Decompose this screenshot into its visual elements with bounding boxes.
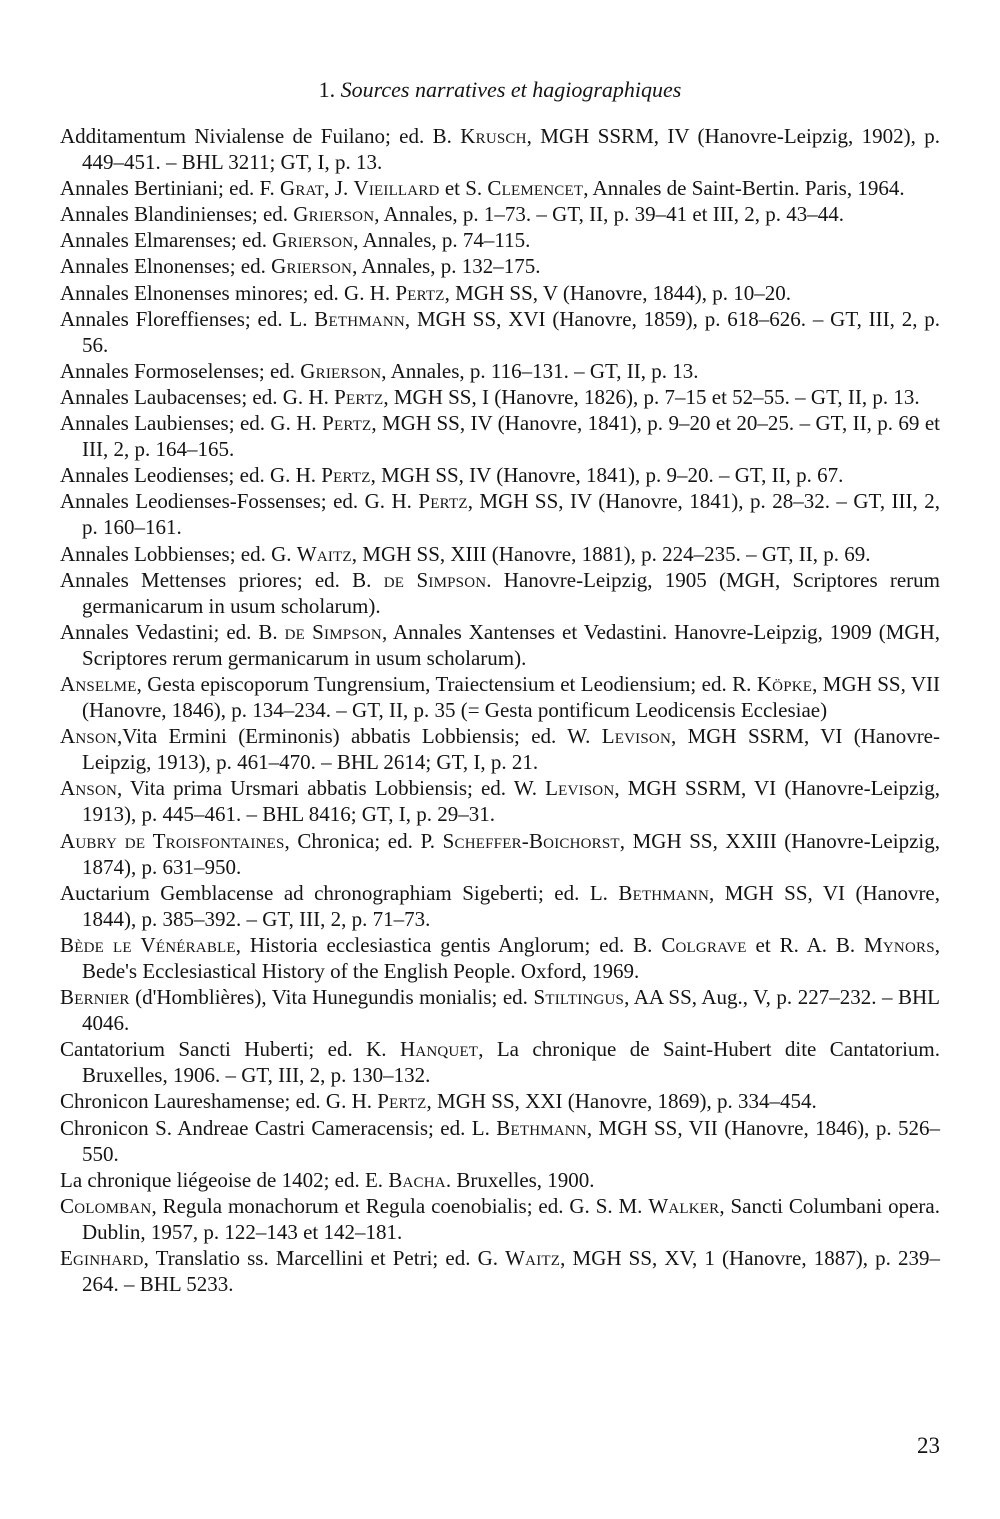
bibliography-entry — [60, 227, 940, 253]
entry-text: , MGH SS, XVI (Hanovre, 1859), p. 618–626. – GT, III, 2, p. 56. — [82, 306, 940, 357]
author-name: Stiltingus — [533, 985, 625, 1010]
entry-text: Annales Vedastini; ed. B. — [60, 619, 285, 644]
entry-text: Annales Elnonenses; ed. — [60, 254, 272, 279]
bibliography-entry — [60, 880, 940, 932]
author-name: Anson — [60, 776, 118, 801]
author-name: de Simpson — [383, 567, 487, 592]
author-name: Scheffer-Boichorst — [442, 828, 620, 853]
bibliography-entry — [60, 619, 940, 671]
entry-text: , MGH SS, V (Hanovre, 1844), p. 10–20. — [444, 280, 791, 305]
bibliography-entry — [60, 932, 940, 984]
entry-text: Annales Laubacenses; ed. G. H. — [60, 384, 335, 409]
entry-text: , Annales, p. 74–115. — [353, 228, 531, 253]
author-name: Bethmann — [618, 880, 709, 905]
bibliography-entry — [60, 775, 940, 827]
entry-text: Chronicon Laureshamense; ed. G. H. — [60, 1089, 378, 1114]
entry-text: Annales Laubienses; ed. G. H. — [60, 411, 323, 436]
author-name: Bacha — [388, 1167, 446, 1192]
entry-text: . Bruxelles, 1900. — [445, 1167, 595, 1192]
bibliography-entry — [60, 175, 940, 201]
section-number: 1. — [318, 77, 336, 102]
author-name: Eginhard — [60, 1246, 144, 1271]
entry-text: , Chronica; ed. P. — [284, 828, 443, 853]
entry-text: , Annales, p. 116–131. – GT, II, p. 13. — [381, 358, 699, 383]
entry-text: Annales Mettenses priores; ed. B. — [60, 567, 384, 592]
author-name: Grierson — [272, 228, 354, 253]
entry-text: , MGH SS, VII (Hanovre, 1846), p. 134–234. – GT, II, p. 35 (= Gesta pontificum Leodicensis Ecclesiae) — [82, 671, 940, 723]
bibliography-entry — [60, 1036, 940, 1088]
bibliography-entry — [60, 306, 940, 358]
bibliography-entry — [60, 253, 940, 279]
entry-text: et S. — [439, 176, 488, 201]
entry-text: Annales Leodienses-Fossenses; ed. G. H. — [60, 489, 419, 514]
author-name: Anson — [60, 724, 118, 749]
author-name: Clemencet — [487, 176, 584, 201]
entry-text: , MGH SS, XXIII (Hanovre-Leipzig, 1874), p. 631–950. — [82, 828, 940, 879]
entry-text: Annales Lobbienses; ed. G. — [60, 541, 297, 566]
entry-text: La chronique liégeoise de 1402; ed. E. — [60, 1167, 389, 1192]
entry-text: , MGH SS, IV (Hanovre, 1841), p. 28–32. – GT, III, 2, p. 160–161. — [82, 489, 940, 540]
bibliography-entry — [60, 828, 940, 880]
running-head — [0, 76, 1000, 104]
bibliography-entry — [60, 384, 940, 410]
entry-text: et R. A. B. — [746, 932, 865, 957]
entry-text: Auctarium Gemblacense ad chronographiam Sigeberti; ed. L. — [60, 880, 619, 905]
author-name: Colgrave — [661, 932, 747, 957]
author-name: Pertz — [334, 384, 384, 409]
entry-text: , Regula monachorum et Regula coenobialis; ed. G. S. M. — [151, 1193, 649, 1218]
entry-text: , MGH SS, I (Hanovre, 1826), p. 7–15 et 52–55. – GT, II, p. 13. — [383, 384, 920, 409]
bibliography-entry — [60, 358, 940, 384]
entry-text: , Annales, p. 132–175. — [352, 254, 541, 279]
entry-text: Annales Blandinienses; ed. — [60, 202, 294, 227]
entry-text: , Sancti Columbani opera. Dublin, 1957, p. 122–143 et 142–181. — [82, 1193, 940, 1244]
bibliography-entry — [60, 984, 940, 1036]
bibliography-entry — [60, 1115, 940, 1167]
entry-text: , MGH SSRM, IV (Hanovre-Leipzig, 1902), p. 449–451. – BHL 3211; GT, I, p. 13. — [82, 124, 940, 175]
entry-text: , La chronique de Saint-Hubert dite Cantatorium. Bruxelles, 1906. – GT, III, 2, p. 130–132. — [82, 1037, 940, 1088]
bibliography-entry — [60, 1193, 940, 1245]
entry-text: , Translatio ss. Marcellini et Petri; ed. G. — [143, 1246, 506, 1271]
entry-text: Annales Bertiniani; ed. F. — [60, 176, 280, 201]
author-name: Hanquet — [399, 1037, 479, 1062]
author-name: Krusch — [460, 124, 527, 148]
author-name: Aubry de Troisfontaines — [60, 828, 285, 853]
entry-text: , MGH SS, XXI (Hanovre, 1869), p. 334–454. — [426, 1089, 817, 1114]
author-name: Walker — [648, 1193, 720, 1218]
entry-text: ,Vita Ermini (Erminonis) abbatis Lobbiensis; ed. W. — [117, 724, 602, 749]
author-name: Bethmann — [314, 306, 405, 331]
entry-text: Annales Floreffienses; ed. L. — [60, 306, 315, 331]
entry-text: , AA SS, Aug., V, p. 227–232. – BHL 4046. — [82, 985, 940, 1036]
entry-text: , Annales de Saint-Bertin. Paris, 1964. — [583, 176, 905, 201]
bibliography-entry — [60, 723, 940, 775]
author-name: Mynors — [864, 932, 935, 957]
bibliography-entry — [60, 1245, 940, 1297]
entry-text: , MGH SS, IV (Hanovre, 1841), p. 9–20 et 20–25. – GT, II, p. 69 et III, 2, p. 164–165. — [82, 411, 940, 462]
entry-text: Additamentum Nivialense de Fuilano; ed. B. — [60, 124, 461, 148]
author-name: Anselme — [60, 671, 137, 696]
bibliography-entry — [60, 567, 940, 619]
bibliography-entry — [60, 671, 940, 723]
entry-text: Annales Elmarenses; ed. — [60, 228, 273, 253]
author-name: Waitz — [505, 1246, 561, 1271]
entry-text: , Vita prima Ursmari abbatis Lobbiensis; ed. W. — [117, 776, 546, 801]
entry-text: , Gesta episcoporum Tungrensium, Traiectensium et Leodiensium; ed. R. — [136, 671, 757, 696]
entry-text: , MGH SSRM, VI (Hanovre-Leipzig, 1913), p. 445–461. – BHL 8416; GT, I, p. 29–31. — [82, 776, 940, 827]
bibliography-entry — [60, 1088, 940, 1114]
entry-text: Chronicon S. Andreae Castri Cameracensis; ed. L. — [60, 1115, 497, 1140]
author-name: Bède le Vénérable — [60, 932, 236, 957]
entry-text: (d'Homblières), Vita Hunegundis monialis; ed. — [129, 985, 534, 1010]
entry-text: , Historia ecclesiastica gentis Anglorum; ed. B. — [235, 932, 662, 957]
bibliography-entry — [60, 541, 940, 567]
author-name: Vieillard — [353, 176, 440, 201]
entry-text: , MGH SS, VII (Hanovre, 1846), p. 526–550. — [82, 1115, 940, 1166]
author-name: Grat — [279, 176, 325, 201]
author-name: Bethmann — [496, 1115, 587, 1140]
page-number: 23 — [917, 1433, 940, 1458]
entry-text: , MGH SS, XV, 1 (Hanovre, 1887), p. 239–264. – BHL 5233. — [82, 1246, 940, 1297]
author-name: Bernier — [60, 985, 130, 1010]
author-name: Pertz — [395, 280, 445, 305]
author-name: Colomban — [60, 1193, 152, 1218]
bibliography-entry — [60, 123, 940, 175]
bibliography-list — [60, 123, 940, 1297]
bibliography-entry — [60, 410, 940, 462]
author-name: Pertz — [377, 1089, 427, 1114]
bibliography-entry — [60, 201, 940, 227]
author-name: de Simpson — [284, 619, 382, 644]
bibliography-entry — [60, 280, 940, 306]
entry-text: , J. — [324, 176, 354, 201]
entry-text: Annales Elnonenses minores; ed. G. H. — [60, 280, 396, 305]
author-name: Köpke — [756, 671, 813, 696]
author-name: Pertz — [418, 489, 468, 514]
entry-text: Annales Formoselenses; ed. — [60, 358, 301, 383]
bibliography-entry — [60, 1167, 940, 1193]
author-name: Grierson — [300, 358, 382, 383]
bibliography-entry — [60, 488, 940, 540]
entry-text: , Annales Xantenses et Vedastini. Hanovre-Leipzig, 1909 (MGH, Scriptores rerum germanicarum in usum scholarum). — [82, 619, 940, 670]
entry-text: Cantatorium Sancti Huberti; ed. K. — [60, 1037, 400, 1062]
entry-text: Annales Leodienses; ed. G. H. — [60, 463, 322, 488]
entry-text: , MGH SS, XIII (Hanovre, 1881), p. 224–235. – GT, II, p. 69. — [351, 541, 871, 566]
entry-text: , MGH SS, VI (Hanovre, 1844), p. 385–392. – GT, III, 2, p. 71–73. — [82, 880, 941, 931]
bibliography-entry — [60, 462, 940, 488]
entry-text: , Annales, p. 1–73. – GT, II, p. 39–41 et III, 2, p. 43–44. — [374, 202, 844, 227]
entry-text: , MGH SSRM, VI (Hanovre-Leipzig, 1913), p. 461–470. – BHL 2614; GT, I, p. 21. — [82, 724, 941, 775]
author-name: Levison — [545, 776, 615, 801]
author-name: Pertz — [322, 411, 372, 436]
entry-text: , MGH SS, IV (Hanovre, 1841), p. 9–20. – GT, II, p. 67. — [370, 463, 844, 488]
author-name: Grierson — [293, 202, 375, 227]
entry-text: , Bede's Ecclesiastical History of the English People. Oxford, 1969. — [82, 932, 940, 983]
author-name: Grierson — [271, 254, 353, 279]
author-name: Pertz — [321, 463, 371, 488]
entry-text: . Hanovre-Leipzig, 1905 (MGH, Scriptores rerum germanicarum in usum scholarum). — [82, 567, 941, 618]
author-name: Waitz — [296, 541, 352, 566]
author-name: Levison — [601, 724, 671, 749]
section-title: Sources narratives et hagiographiques — [340, 77, 682, 102]
